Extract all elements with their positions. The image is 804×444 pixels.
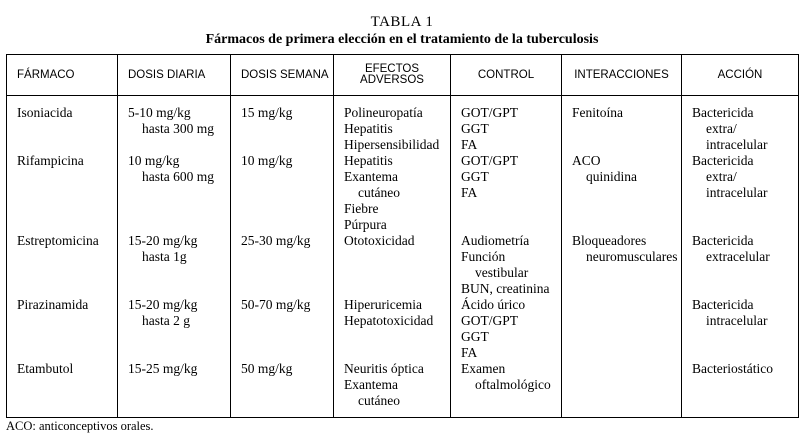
action-line: extra/ — [706, 169, 737, 184]
action-line: Bactericida — [692, 153, 754, 168]
interaction-line: neuromusculares — [586, 249, 678, 264]
action-line: intracelular — [706, 137, 768, 152]
effect-line: Neuritis óptica — [344, 361, 424, 376]
control-line: GOT/GPT — [461, 313, 518, 328]
cell-dosis-diaria — [118, 96, 231, 154]
cell-farmaco — [7, 297, 118, 361]
dose-line: 5-10 mg/kg — [128, 105, 191, 120]
interaction-line: Fenitoína — [572, 105, 623, 120]
dose-line: 15-25 mg/kg — [128, 361, 198, 376]
action-line: intracelular — [706, 185, 768, 200]
cell-dosis-semana — [231, 96, 334, 154]
cell-efectos — [334, 153, 451, 233]
effect-line: Ototoxicidad — [344, 233, 415, 248]
effect-line: Exantema — [344, 377, 398, 392]
cell-interacciones — [562, 361, 682, 418]
dose-line: 15-20 mg/kg — [128, 297, 198, 312]
cell-farmaco — [7, 361, 118, 418]
control-line: oftalmológico — [475, 377, 551, 392]
effect-line: Polineuropatía — [344, 105, 423, 120]
header-efectos-line1: EFECTOS — [364, 63, 420, 75]
cell-farmaco — [7, 233, 118, 297]
control-line: Ácido úrico — [461, 297, 526, 312]
action-line: Bactericida — [692, 297, 754, 312]
table-row — [7, 361, 799, 418]
drug-name: Rifampicina — [17, 153, 84, 168]
control-line: GGT — [461, 169, 489, 184]
effect-line: cutáneo — [358, 185, 400, 200]
action-line: extra/ — [706, 121, 737, 136]
interaction-line: quinidina — [586, 169, 637, 184]
dose-week: 10 mg/kg — [241, 153, 293, 168]
drug-name: Etambutol — [17, 361, 74, 376]
dose-line: hasta 300 mg — [142, 121, 214, 136]
header-dosis-diaria: DOSIS DIARIA — [118, 55, 231, 96]
header-accion: ACCIÓN — [682, 55, 799, 96]
control-line: FA — [461, 185, 478, 200]
table-row — [7, 153, 799, 233]
cell-control — [451, 233, 562, 297]
cell-accion — [682, 233, 799, 297]
effect-line: cutáneo — [358, 393, 400, 408]
control-line: vestibular — [475, 265, 529, 280]
cell-control — [451, 297, 562, 361]
interaction-line: Bloqueadores — [572, 233, 647, 248]
drug-name: Pirazinamida — [17, 297, 89, 312]
cell-dosis-diaria — [118, 361, 231, 418]
table-body — [7, 96, 799, 418]
cell-interacciones — [562, 153, 682, 233]
effect-line: Hepatitis — [344, 121, 393, 136]
effect-line: Fiebre — [344, 201, 379, 216]
control-line: Audiometría — [461, 233, 530, 248]
cell-efectos — [334, 297, 451, 361]
control-line: BUN, creatinina — [461, 281, 550, 296]
cell-interacciones — [562, 96, 682, 154]
dose-line: hasta 2 g — [142, 313, 190, 328]
cell-dosis-diaria — [118, 297, 231, 361]
cell-accion — [682, 361, 799, 418]
drug-name: Estreptomicina — [17, 233, 99, 248]
cell-accion — [682, 297, 799, 361]
action-line: intracelular — [706, 313, 768, 328]
dose-line: hasta 600 mg — [142, 169, 214, 184]
effect-line: Hepatotoxicidad — [344, 313, 434, 328]
dose-week: 25-30 mg/kg — [241, 233, 311, 248]
cell-dosis-semana — [231, 233, 334, 297]
cell-accion — [682, 96, 799, 154]
interaction-line: ACO — [572, 153, 601, 168]
dose-line: 15-20 mg/kg — [128, 233, 198, 248]
cell-control — [451, 361, 562, 418]
cell-efectos — [334, 233, 451, 297]
action-line: Bactericida — [692, 233, 754, 248]
cell-farmaco — [7, 153, 118, 233]
dose-line: hasta 1g — [142, 249, 187, 264]
dose-line: 10 mg/kg — [128, 153, 180, 168]
dose-week: 15 mg/kg — [241, 105, 293, 120]
cell-accion — [682, 153, 799, 233]
cell-farmaco — [7, 96, 118, 154]
drug-name: Isoniacida — [17, 105, 73, 120]
table-footnote: ACO: anticonceptivos orales. — [6, 419, 154, 433]
control-line: GGT — [461, 329, 489, 344]
table-label: TABLA 1 — [370, 14, 434, 30]
effect-line: Hiperuricemia — [344, 297, 422, 312]
header-dosis-semana: DOSIS SEMANA — [231, 55, 334, 96]
cell-interacciones — [562, 233, 682, 297]
control-line: FA — [461, 345, 478, 360]
action-line: Bacteriostático — [692, 361, 773, 376]
control-line: GGT — [461, 121, 489, 136]
action-line: extracelular — [706, 249, 770, 264]
control-line: Función — [461, 249, 506, 264]
cell-dosis-semana — [231, 153, 334, 233]
cell-dosis-semana — [231, 361, 334, 418]
cell-dosis-diaria — [118, 233, 231, 297]
drugs-table — [6, 54, 799, 418]
effect-line: Hepatitis — [344, 153, 393, 168]
action-line: Bactericida — [692, 105, 754, 120]
effect-line: Exantema — [344, 169, 398, 184]
control-line: GOT/GPT — [461, 105, 518, 120]
table-header-row — [7, 55, 799, 96]
effect-line: Hipersensibilidad — [344, 137, 440, 152]
header-farmaco: FÁRMACO — [7, 55, 118, 96]
effect-line: Púrpura — [344, 217, 387, 232]
control-line: Examen — [461, 361, 506, 376]
table-row — [7, 233, 799, 297]
cell-control — [451, 96, 562, 154]
table-row — [7, 96, 799, 154]
cell-dosis-diaria — [118, 153, 231, 233]
cell-efectos — [334, 96, 451, 154]
table-title: Fármacos de primera elección en el tratamiento de la tuberculosis — [205, 32, 599, 47]
control-line: FA — [461, 137, 478, 152]
dose-week: 50 mg/kg — [241, 361, 293, 376]
cell-control — [451, 153, 562, 233]
header-control: CONTROL — [451, 55, 562, 96]
table-row — [7, 297, 799, 361]
header-efectos-adversos — [334, 55, 451, 96]
header-efectos-line2: ADVERSOS — [360, 74, 424, 86]
cell-interacciones — [562, 297, 682, 361]
control-line: GOT/GPT — [461, 153, 518, 168]
cell-dosis-semana — [231, 297, 334, 361]
dose-week: 50-70 mg/kg — [241, 297, 311, 312]
header-interacciones: INTERACCIONES — [562, 55, 682, 96]
cell-efectos — [334, 361, 451, 418]
